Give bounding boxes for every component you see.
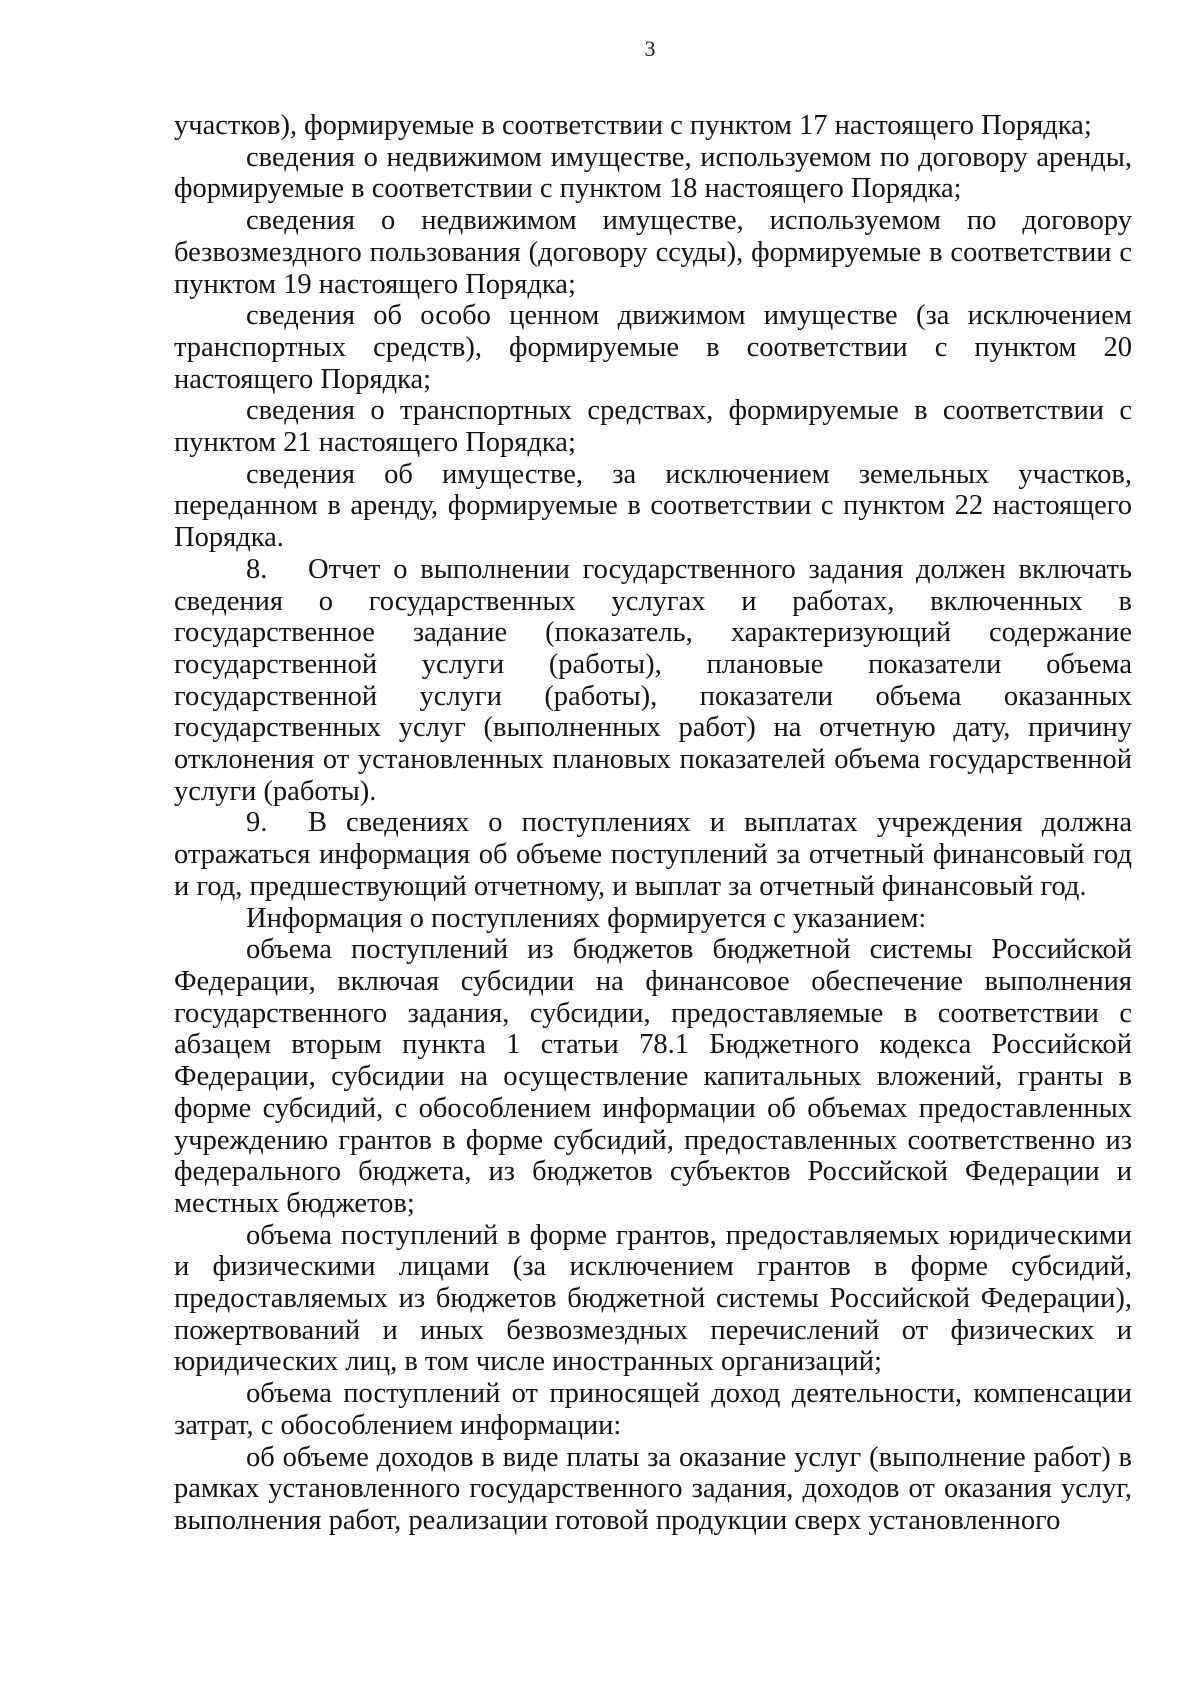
- paragraph-valuable-movable-property: сведения об особо ценном движимом имуществе (за исключением транспортных средств), формируемые в соответствии с пунктом 20 настоящего Порядка;: [174, 300, 1132, 395]
- page-number: 3: [644, 36, 656, 61]
- paragraph-receipts-info: Информация о поступлениях формируется с указанием:: [246, 902, 927, 934]
- item-number: 9.: [246, 807, 268, 839]
- item-text: В сведениях о поступлениях и выплатах учреждения должна отражаться информация об объеме поступлений за отчетный финансовый год и год, предшествующий отчетному, и выплат за отчетный финансовый год.: [174, 807, 1132, 902]
- item-text: Отчет о выполнении государственного задания должен включать сведения о государственных услугах и работах, включенных в государственное задание (показатель, характеризующий содержание государственной услуги (работы), плановые показатели объема государственной услуги (работы), показатели объема оказанных государственных услуг (выполненных работ) на отчетную дату, причину отклонения от установленных плановых показателей объема государственной услуги (работы).: [174, 553, 1132, 807]
- paragraph-item-8: [174, 554, 1132, 808]
- document-body: [174, 110, 1132, 1537]
- paragraph-grant-receipts: объема поступлений в форме грантов, предоставляемых юридическими и физическими лицами (за исключением грантов в форме субсидий, предоставляемых из бюджетов бюджетной системы Российской Федерации), пожертвований и иных безвозмездных перечислений от физических и юридических лиц, в том числе иностранных организаций;: [174, 1219, 1132, 1378]
- paragraph-item-9: [174, 807, 1132, 902]
- paragraph-continuation: участков), формируемые в соответствии с пунктом 17 настоящего Порядка;: [174, 110, 1092, 141]
- paragraph-income-receipts: объема поступлений от приносящей доход деятельности, компенсации затрат, с обособлением информации:: [174, 1378, 1132, 1441]
- paragraph-free-use-property: сведения о недвижимом имуществе, используемом по договору безвозмездного пользования (договору ссуды), формируемые в соответствии с пунктом 19 настоящего Порядка;: [174, 205, 1132, 300]
- paragraph-service-income: об объеме доходов в виде платы за оказание услуг (выполнение работ) в рамках установленного государственного задания, доходов от оказания услуг, выполнения работ, реализации готовой продукции сверх установленного: [174, 1441, 1132, 1536]
- paragraph-vehicles: сведения о транспортных средствах, формируемые в соответствии с пунктом 21 настоящего Порядка;: [174, 395, 1132, 459]
- paragraph-leased-out-property: сведения об имуществе, за исключением земельных участков, переданном в аренду, формируемые в соответствии с пунктом 22 настоящего Порядка.: [174, 458, 1132, 554]
- item-number: 8.: [246, 553, 268, 585]
- paragraph-budget-receipts: объема поступлений из бюджетов бюджетной системы Российской Федерации, включая субсидии на финансовое обеспечение выполнения государственного задания, субсидии, предоставляемые в соответствии с абзацем вторым пункта 1 статьи 78.1 Бюджетного кодекса Российской Федерации, субсидии на осуществление капитальных вложений, гранты в форме субсидий, с обособлением информации об объемах предоставленных учреждению грантов в форме субсидий, предоставленных соответственно из федерального бюджета, из бюджетов субъектов Российской Федерации и местных бюджетов;: [174, 934, 1132, 1219]
- paragraph-lease-property: сведения о недвижимом имуществе, используемом по договору аренды, формируемые в соответствии с пунктом 18 настоящего Порядка;: [174, 141, 1132, 205]
